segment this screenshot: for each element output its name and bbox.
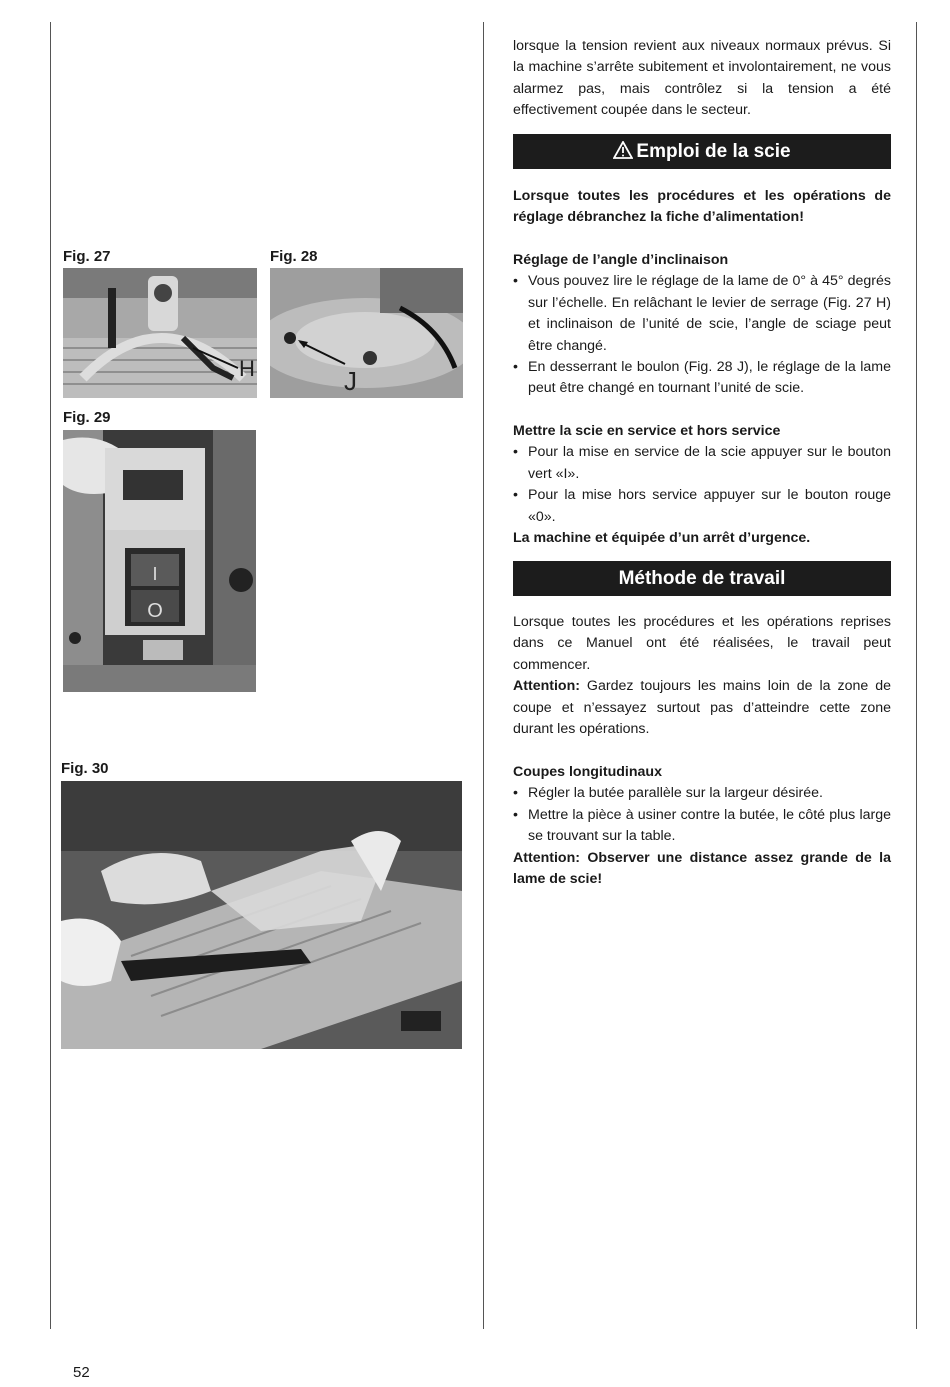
section-header-emploi xyxy=(513,134,891,169)
methode-attention xyxy=(513,676,891,740)
methode-paragraph: Lorsque toutes les procédures et les opérations reprises dans ce Manuel ont été réalisées, le travail peut commencer. xyxy=(513,614,891,673)
intro-paragraph: lorsque la tension revient aux niveaux normaux prévus. Si la machine s’arrête subitement et involontairement, ne vous alarmez pas, mais contrôlez si la tension a été effectivement coupée dans le secteur. xyxy=(513,38,891,119)
section1-lead: Lorsque toutes les procédures et les opérations de réglage débranchez la fiche d’alimentation! xyxy=(513,188,891,226)
angle-item: • En desserrant le boulon (Fig. 28 J), le réglage de la lame peut être changé en tournant l’unité de scie. xyxy=(513,357,891,400)
methode-block xyxy=(513,612,891,740)
fig27-photo xyxy=(63,268,257,398)
left-margin-rule xyxy=(50,22,51,1329)
page-number: 52 xyxy=(73,1364,90,1381)
fig28-photo xyxy=(270,268,463,398)
section-title-emploi: Emploi de la scie xyxy=(636,141,791,162)
fig30-photo xyxy=(61,781,462,1049)
emergency-note: La machine et équipée d’un arrêt d’urgence. xyxy=(513,530,811,547)
fig29-label: Fig. 29 xyxy=(63,409,111,426)
service-item: • Pour la mise en service de la scie appuyer sur le bouton vert «I». xyxy=(513,442,891,485)
cuts-heading: Coupes longitudinaux xyxy=(513,764,662,780)
angle-block xyxy=(513,250,891,400)
service-item: • Pour la mise hors service appuyer sur le bouton rouge «0». xyxy=(513,485,891,528)
attention-label: Attention: xyxy=(513,678,580,695)
section-title-methode: Méthode de travail xyxy=(618,568,786,589)
section-header-methode xyxy=(513,561,891,596)
angle-heading: Réglage de l’angle d’inclinaison xyxy=(513,252,729,268)
fig28-label: Fig. 28 xyxy=(270,248,318,265)
angle-item: • Vous pouvez lire le réglage de la lame de 0° à 45° degrés sur l’échelle. En relâchant le levier de serrage (Fig. 27 H) et inclinaison de l’unité de scie, l’angle de sciage peut être changé. xyxy=(513,271,891,357)
warning-triangle-icon xyxy=(613,136,633,171)
fig30-label: Fig. 30 xyxy=(61,760,109,777)
cuts-block xyxy=(513,762,891,890)
attention-text: Gardez toujours les mains loin de la zone de coupe et n’essayez surtout pas d’atteindre cette zone durant les opérations. xyxy=(513,678,891,738)
fig29-off-symbol: O xyxy=(147,600,163,622)
right-margin-rule xyxy=(916,22,917,1329)
cuts-item: • Mettre la pièce à usiner contre la butée, le côté plus large se trouvant sur la table. xyxy=(513,805,891,848)
cuts-attention: Attention: Observer une distance assez grande de la lame de scie! xyxy=(513,849,891,888)
fig28-letter: J xyxy=(344,366,357,396)
fig29-photo xyxy=(63,430,256,692)
cuts-item: • Régler la butée parallèle sur la largeur désirée. xyxy=(513,783,891,804)
fig27-letter: H xyxy=(239,356,255,381)
fig29-on-symbol: I xyxy=(152,564,158,584)
service-block xyxy=(513,421,891,549)
service-heading: Mettre la scie en service et hors service xyxy=(513,423,781,439)
fig27-label: Fig. 27 xyxy=(63,248,111,265)
column-divider-rule xyxy=(483,22,484,1329)
